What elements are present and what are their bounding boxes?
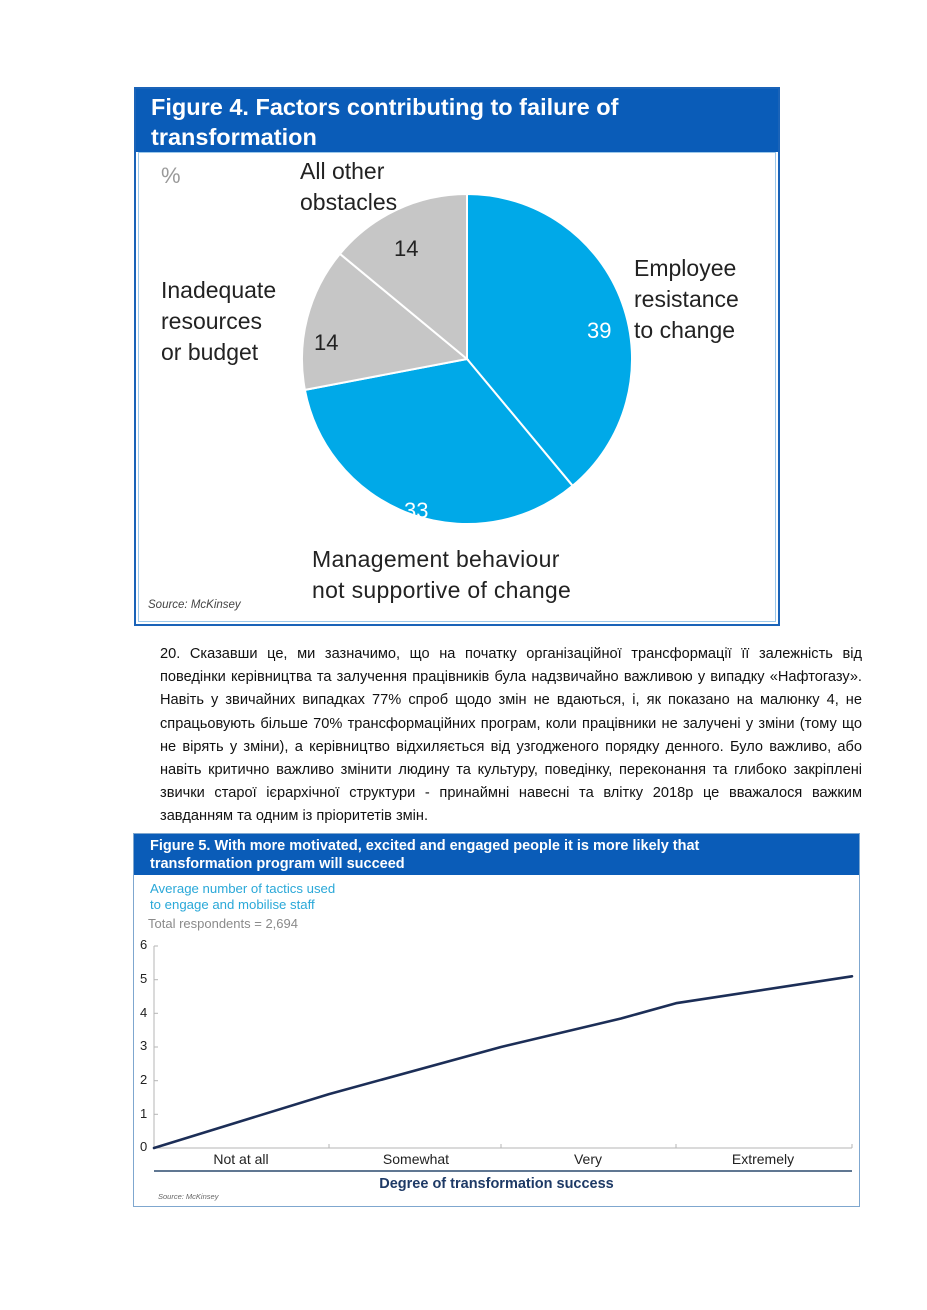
y-tick-2: 2	[140, 1072, 148, 1087]
x-category-very: Very	[573, 1151, 602, 1167]
x-category-somewhat: Somewhat	[382, 1151, 450, 1167]
figure-4-title-line-1: Figure 4. Factors contributing to failure of	[151, 94, 619, 120]
y-tick-6: 6	[140, 937, 148, 952]
label-line: or budget	[161, 339, 259, 365]
label-line: resistance	[634, 286, 739, 312]
x-category-extremely: Extremely	[731, 1151, 795, 1167]
figure-5-title-line-1: Figure 5. With more motivated, excited and engaged people it is more likely that	[150, 838, 700, 854]
label-line: to change	[634, 317, 736, 343]
y-tick-1: 1	[140, 1106, 148, 1121]
figure-4-title-line-2: transformation	[151, 124, 317, 150]
y-tick-3: 3	[140, 1038, 148, 1053]
figure-4-pie-chart	[134, 87, 780, 626]
category-label-management	[312, 544, 571, 606]
label-line: resources	[161, 308, 262, 334]
y-tick-4: 4	[140, 1005, 148, 1020]
value-label-employee: 39	[587, 318, 612, 343]
figure-5-source: Source: McKinsey	[158, 1192, 219, 1201]
x-axis-title: Degree of transformation success	[379, 1176, 614, 1192]
data-line-tactics	[154, 976, 852, 1148]
category-label-inadequate	[161, 275, 276, 368]
subtitle-line-2: to engage and mobilise staff	[150, 897, 315, 912]
label-line: obstacles	[300, 189, 398, 215]
category-label-employee	[634, 253, 739, 346]
x-axis-ticks	[329, 1144, 852, 1148]
label-line: All other	[300, 158, 385, 184]
unit-label: %	[161, 163, 181, 188]
body-paragraph: 20. Сказавши це, ми зазначимо, що на початку організаційної трансформації її залежність від поведінки керівництва та залучення працівників була надзвичайно важливою у випадку «Нафтогазу». Навіть у звичайних випадках 77% спроб щодо змін не вдаються, і, як показано на малюнку 4, не спрацьовують більше 70% трансформаційних програм, коли працівники не залучені у зміни (тому що не вірять у зміни), а керівництво відхиляється від узгодженого порядку денного. Було важливо, або навіть критично важливо змінити людину та культуру, поведінку, переконання та глибоко закріплені звички старої ієрархічної структури - принаймні навесні та влітку 2018р це вважалося важким завданням та одним із пріоритетів змін.	[160, 646, 862, 825]
y-tick-5: 5	[140, 971, 148, 986]
value-label-inadequate: 14	[314, 330, 339, 355]
figure-5-line-chart	[133, 833, 860, 1207]
respondents-note: Total respondents = 2,694	[148, 916, 298, 931]
x-category-not-at-all: Not at all	[213, 1151, 269, 1167]
value-label-management: 33	[404, 498, 429, 523]
figure-4-source: Source: McKinsey	[148, 599, 241, 611]
y-axis-ticks	[154, 946, 158, 1114]
subtitle-line-1: Average number of tactics used	[150, 881, 336, 896]
category-label-other	[300, 156, 397, 218]
label-line: Management behaviour	[312, 546, 560, 572]
label-line: Employee	[634, 255, 737, 281]
figure-5-title-line-2: transformation program will succeed	[150, 856, 405, 872]
y-tick-0: 0	[140, 1139, 148, 1154]
label-line: not supportive of change	[312, 577, 572, 603]
label-line: Inadequate	[161, 277, 277, 303]
value-label-other: 14	[394, 236, 419, 261]
